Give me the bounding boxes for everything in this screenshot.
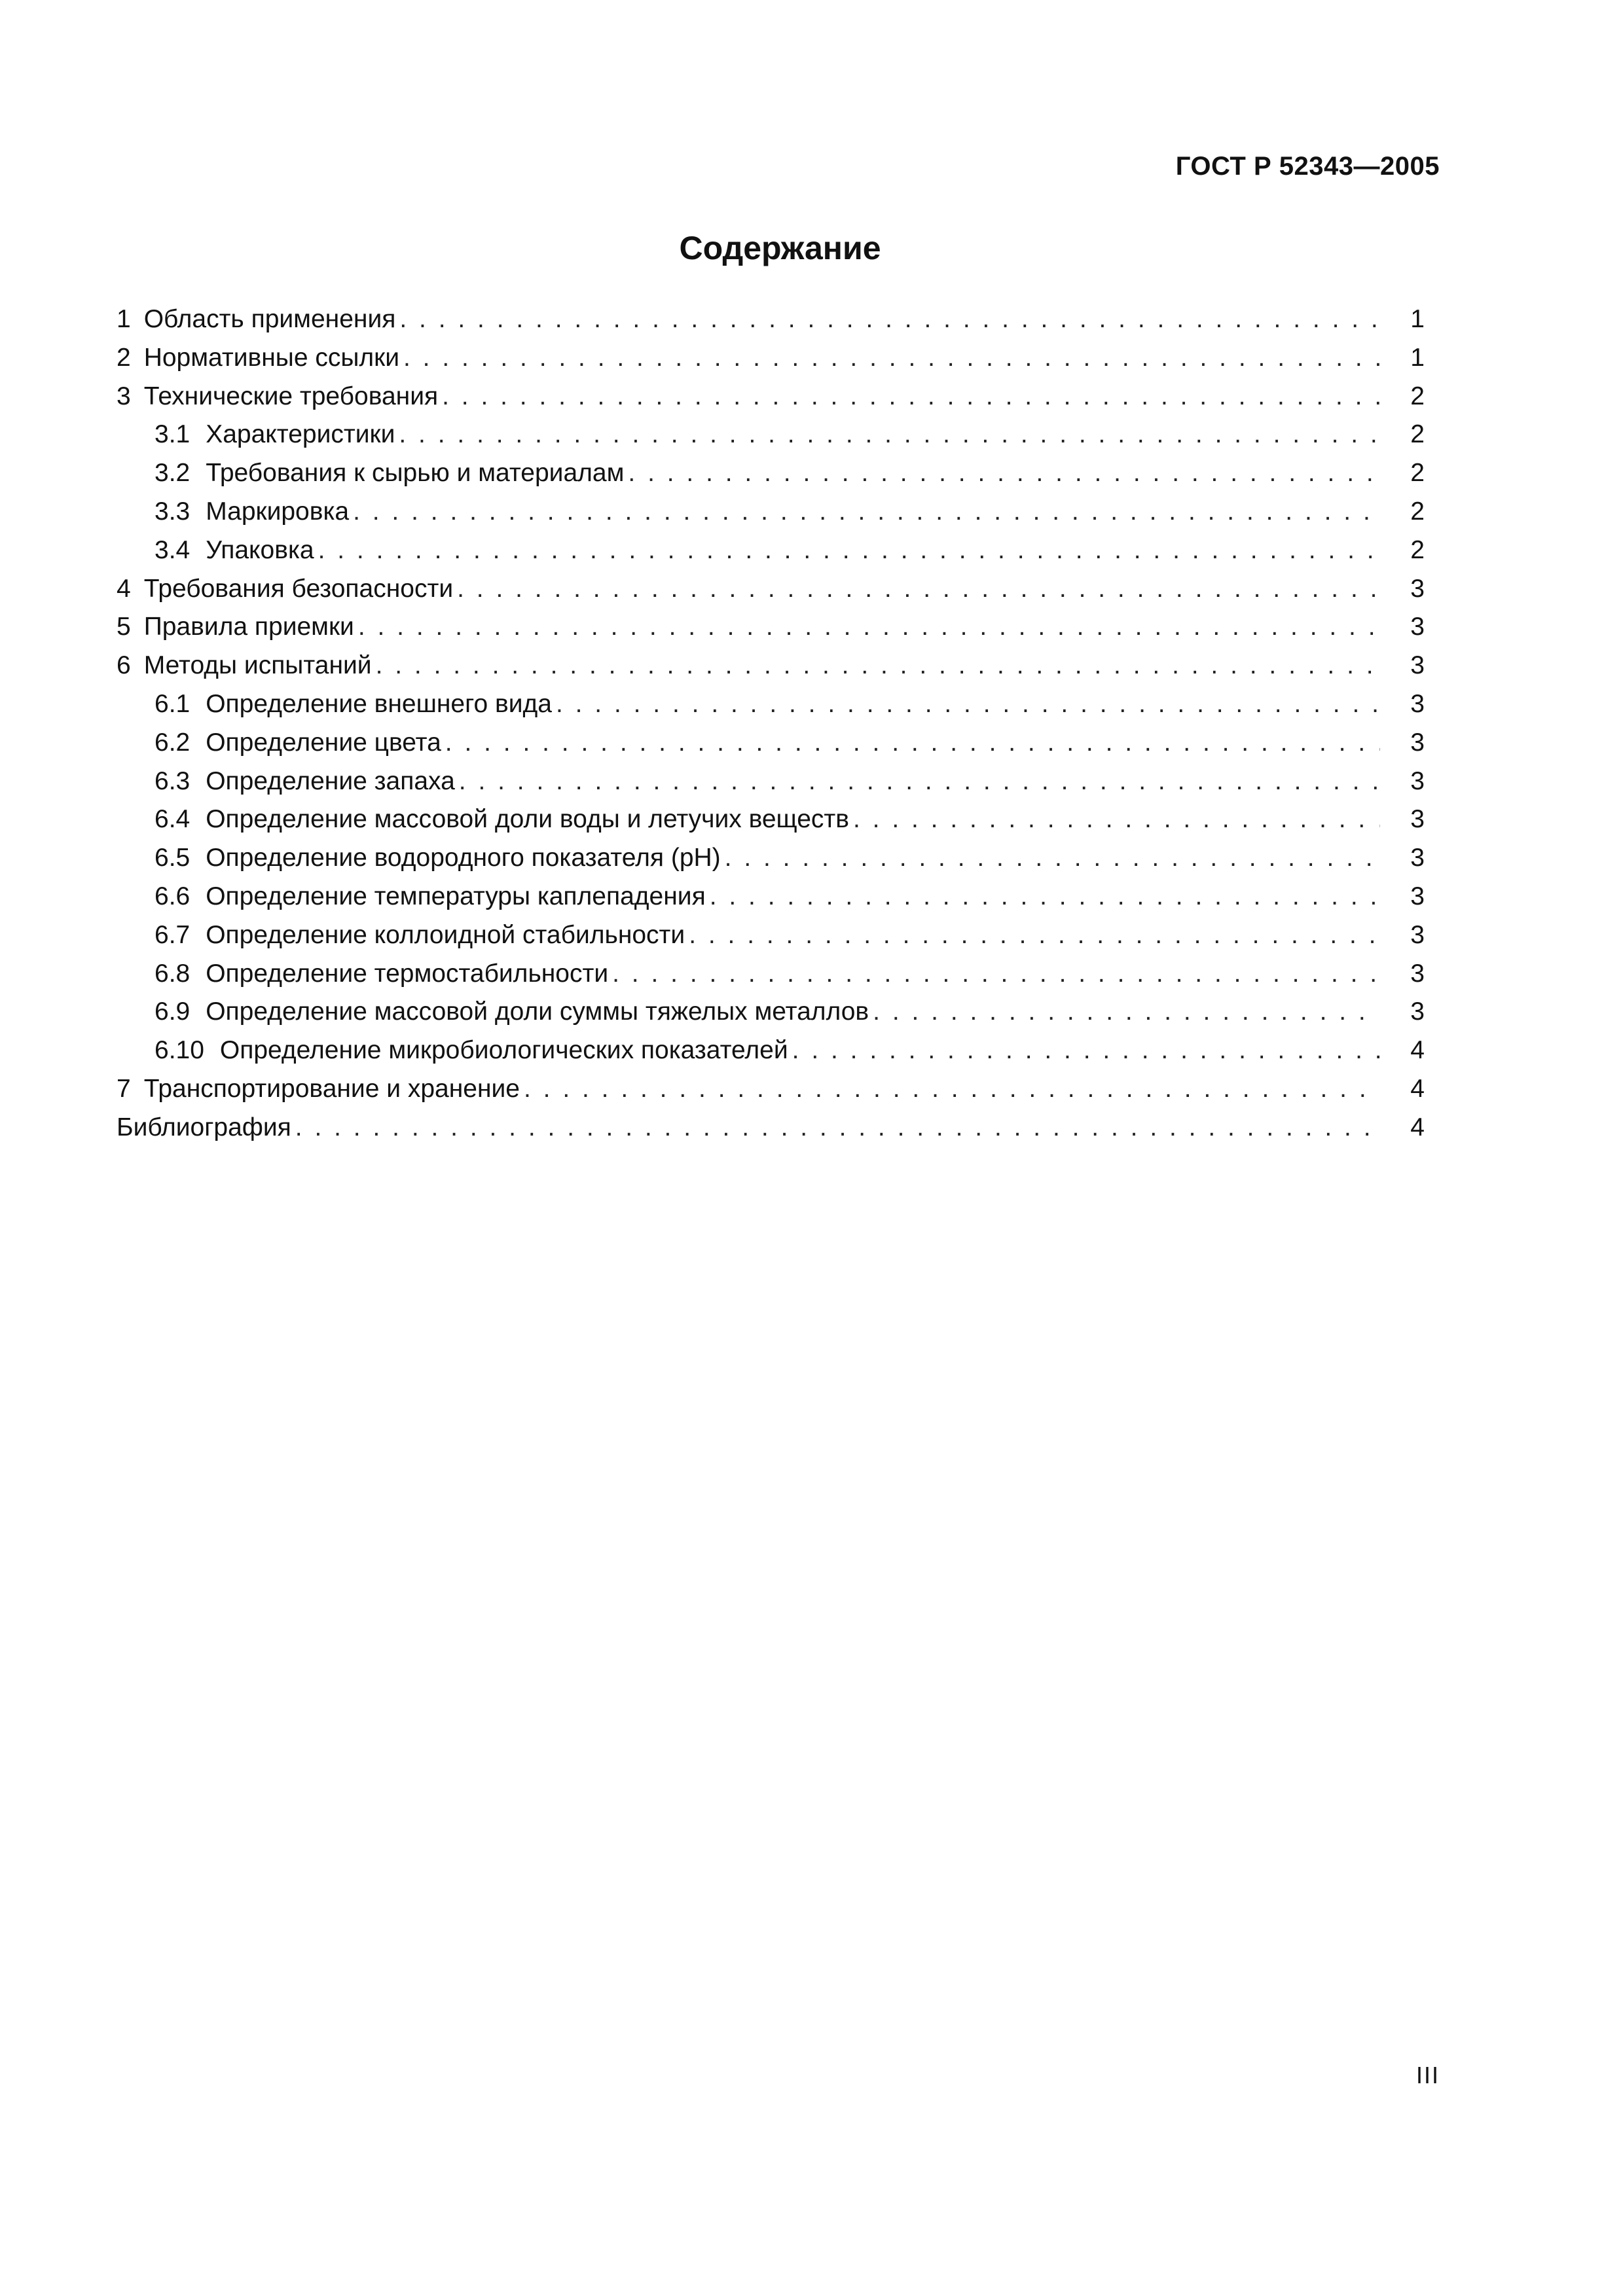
- toc-entry-number: 3.3: [155, 497, 191, 526]
- toc-entry-number: 6.3: [155, 766, 191, 795]
- toc-entry[interactable]: [117, 300, 1425, 339]
- toc-entry-number: 3.2: [155, 459, 191, 488]
- toc-entry-line: [155, 762, 1380, 801]
- toc-entry[interactable]: [117, 416, 1425, 454]
- toc-entry[interactable]: [117, 570, 1425, 609]
- toc-entry-page: 3: [1410, 920, 1425, 949]
- toc-dot-leader: [455, 762, 1380, 801]
- toc-dot-leader: [349, 493, 1380, 531]
- toc-entry-title: Определение массовой доли суммы тяжелых металлов: [206, 997, 869, 1026]
- toc-entry-title: Упаковка: [206, 535, 314, 564]
- toc-entry-number: 3: [117, 382, 131, 410]
- toc-entry-title: Характеристики: [206, 420, 395, 449]
- toc-entry-line: [155, 685, 1380, 724]
- toc-entry-title: Нормативные ссылки: [143, 343, 399, 372]
- toc-entry-title: Определение температуры каплепадения: [206, 882, 706, 910]
- document-code: ГОСТ Р 52343—2005: [1175, 152, 1440, 181]
- toc-entry-page: 3: [1410, 574, 1425, 603]
- toc-entry-line: [117, 300, 1380, 339]
- toc-entry-line: [155, 993, 1380, 1031]
- toc-entry-page: 3: [1410, 882, 1425, 910]
- toc-entry-title: Область применения: [143, 305, 396, 333]
- toc-entry-line: [155, 493, 1380, 531]
- toc-entry-number: 4: [117, 574, 131, 603]
- toc-entry-title: Транспортирование и хранение: [143, 1074, 520, 1103]
- toc-dot-leader: [520, 1070, 1380, 1109]
- toc-entry[interactable]: [117, 339, 1425, 378]
- toc-entry[interactable]: [117, 493, 1425, 531]
- toc-entry-number: 6.6: [155, 882, 191, 910]
- toc-dot-leader: [314, 531, 1380, 570]
- toc-entry[interactable]: [117, 378, 1425, 416]
- toc-entry-line: [155, 916, 1380, 955]
- toc-entry-title: Определение водородного показателя (pH): [206, 844, 721, 872]
- toc-entry-number: 6.8: [155, 959, 191, 988]
- toc-dot-leader: [453, 570, 1380, 609]
- toc-entry[interactable]: [117, 993, 1425, 1031]
- table-of-contents: [117, 300, 1425, 1147]
- toc-entry-number: 3.1: [155, 420, 191, 449]
- toc-entry[interactable]: [117, 955, 1425, 994]
- toc-entry-line: [117, 1109, 1380, 1147]
- toc-title: Содержание: [679, 230, 881, 266]
- toc-entry-page: 3: [1410, 728, 1425, 757]
- toc-dot-leader: [624, 454, 1380, 493]
- toc-entry-title: Определение внешнего вида: [206, 689, 552, 718]
- toc-entry-title: Определение запаха: [206, 766, 455, 795]
- toc-dot-leader: [552, 685, 1380, 724]
- toc-entry[interactable]: [117, 839, 1425, 878]
- toc-entry-number: 6.10: [155, 1036, 204, 1065]
- toc-entry-page: 2: [1410, 420, 1425, 449]
- toc-entry[interactable]: [117, 1109, 1425, 1147]
- toc-entry-number: 5: [117, 613, 131, 641]
- toc-entry-number: 6.5: [155, 844, 191, 872]
- toc-dot-leader: [395, 416, 1380, 454]
- page-number: III: [1415, 2062, 1440, 2089]
- toc-dot-leader: [395, 300, 1380, 339]
- toc-dot-leader: [441, 724, 1380, 762]
- toc-entry[interactable]: [117, 724, 1425, 762]
- toc-entry-number: 6.2: [155, 728, 191, 757]
- toc-entry-number: 6: [117, 651, 131, 680]
- toc-entry-number: 6.1: [155, 689, 191, 718]
- toc-entry-page: 1: [1410, 343, 1425, 372]
- toc-entry[interactable]: [117, 800, 1425, 839]
- toc-entry[interactable]: [117, 608, 1425, 647]
- toc-entry-line: [155, 955, 1380, 994]
- toc-entry[interactable]: [117, 1070, 1425, 1109]
- toc-entry-title: Требования к сырью и материалам: [206, 459, 625, 488]
- toc-entry[interactable]: [117, 647, 1425, 685]
- toc-entry-number: 2: [117, 343, 131, 372]
- toc-entry-title: Технические требования: [143, 382, 439, 410]
- toc-entry[interactable]: [117, 454, 1425, 493]
- toc-entry-number: 6.4: [155, 805, 191, 834]
- toc-entry-page: 3: [1410, 959, 1425, 988]
- toc-entry-page: 1: [1410, 305, 1425, 333]
- toc-entry-page: 4: [1410, 1113, 1425, 1141]
- toc-entry-page: 3: [1410, 766, 1425, 795]
- toc-entry-title: Определение термостабильности: [206, 959, 609, 988]
- toc-entry-page: 2: [1410, 382, 1425, 410]
- toc-entry-line: [155, 878, 1380, 916]
- toc-dot-leader: [721, 839, 1380, 878]
- toc-entry-title: Правила приемки: [143, 613, 354, 641]
- toc-entry[interactable]: [117, 685, 1425, 724]
- toc-dot-leader: [399, 339, 1380, 378]
- toc-entry-page: 3: [1410, 997, 1425, 1026]
- toc-entry-line: [117, 570, 1380, 609]
- toc-entry-line: [117, 1070, 1380, 1109]
- toc-entry[interactable]: [117, 531, 1425, 570]
- toc-entry-number: 6.7: [155, 920, 191, 949]
- toc-entry-title: Определение цвета: [206, 728, 441, 757]
- toc-entry-line: [117, 608, 1380, 647]
- toc-entry[interactable]: [117, 878, 1425, 916]
- toc-entry-title: Определение коллоидной стабильности: [206, 920, 685, 949]
- toc-entry-page: 2: [1410, 459, 1425, 488]
- toc-entry-line: [117, 378, 1380, 416]
- toc-dot-leader: [706, 878, 1380, 916]
- toc-dot-leader: [438, 378, 1380, 416]
- toc-entry-page: 3: [1410, 689, 1425, 718]
- toc-dot-leader: [788, 1031, 1380, 1070]
- toc-entry-line: [117, 339, 1380, 378]
- toc-entry-page: 4: [1410, 1074, 1425, 1103]
- toc-entry-title: Требования безопасности: [143, 574, 454, 603]
- toc-dot-leader: [372, 647, 1380, 685]
- toc-entry[interactable]: [117, 1031, 1425, 1070]
- toc-dot-leader: [849, 800, 1380, 839]
- toc-entry[interactable]: [117, 916, 1425, 955]
- toc-entry-line: [155, 1031, 1380, 1070]
- toc-entry-page: 3: [1410, 844, 1425, 872]
- toc-entry[interactable]: [117, 762, 1425, 801]
- toc-entry-number: 3.4: [155, 535, 191, 564]
- toc-entry-title: Определение массовой доли воды и летучих веществ: [206, 805, 849, 834]
- toc-dot-leader: [608, 955, 1380, 994]
- toc-entry-line: [155, 800, 1380, 839]
- toc-entry-number: 1: [117, 305, 131, 333]
- toc-entry-title: Методы испытаний: [143, 651, 372, 680]
- toc-entry-title: Библиография: [117, 1113, 291, 1141]
- toc-entry-number: 7: [117, 1074, 131, 1103]
- toc-entry-page: 3: [1410, 651, 1425, 680]
- toc-entry-line: [155, 454, 1380, 493]
- toc-entry-title: Определение микробиологических показателей: [219, 1036, 788, 1065]
- toc-entry-page: 3: [1410, 613, 1425, 641]
- toc-entry-title: Маркировка: [206, 497, 350, 526]
- toc-entry-line: [155, 724, 1380, 762]
- toc-entry-line: [155, 531, 1380, 570]
- toc-entry-page: 3: [1410, 805, 1425, 834]
- toc-dot-leader: [291, 1109, 1380, 1147]
- toc-dot-leader: [354, 608, 1380, 647]
- toc-entry-page: 4: [1410, 1036, 1425, 1065]
- toc-dot-leader: [869, 993, 1380, 1031]
- toc-entry-number: 6.9: [155, 997, 191, 1026]
- toc-entry-line: [117, 647, 1380, 685]
- toc-entry-page: 2: [1410, 535, 1425, 564]
- toc-entry-line: [155, 839, 1380, 878]
- toc-dot-leader: [685, 916, 1380, 955]
- toc-entry-line: [155, 416, 1380, 454]
- toc-entry-page: 2: [1410, 497, 1425, 526]
